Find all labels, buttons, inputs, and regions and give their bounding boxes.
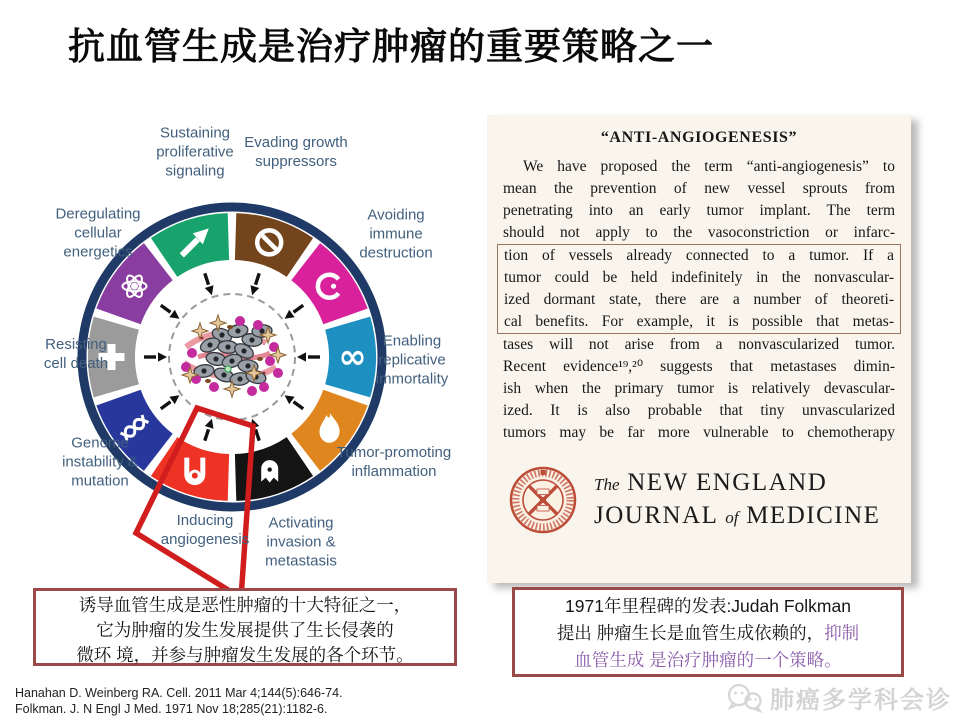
wheel-label-deregulating-cellular-energetics: Deregulating cellular energetics (55, 205, 141, 261)
nejm-paragraph (503, 156, 895, 444)
nejm-text-line: Recent evidence¹⁹,²⁰ suggests that metastases dimin- (503, 358, 895, 375)
nejm-text-line: cal benefits. For example, it is possible that metas- (504, 313, 894, 330)
hallmarks-diagram (20, 112, 485, 612)
wheel-label-tumor-promoting-inflammation: Tumor-promoting inflammation (336, 444, 452, 480)
nejm-logo-the: The (594, 475, 620, 494)
callout-right-line3: 血管生成 是治疗肿瘤的一个策略。 (574, 650, 842, 670)
nejm-text-line: We have proposed the term “anti-angiogenesis” to (523, 158, 895, 175)
callout-right-line1: 1971年里程碑的发表:Judah Folkman (565, 596, 851, 616)
wheel-label-inducing-angiogenesis: Inducing angiogenesis (160, 512, 250, 548)
nejm-logo-of: of (725, 508, 739, 527)
nejm-text-line: ish when the primary tumor is relatively devascular- (503, 380, 895, 397)
nejm-text-line: tumors may be far more vulnerable to chemotherapy (503, 424, 895, 441)
nejm-seal-icon (507, 464, 579, 536)
svg-text:∞: ∞ (338, 337, 367, 377)
callout-left-line2: 它为肿瘤的发生发展提供了生长侵袭的 (96, 620, 394, 640)
nejm-text-line: penetrating into an early tumor implant. The term (503, 202, 895, 219)
watermark (725, 680, 952, 715)
nejm-logo-new-england: NEW ENGLAND (627, 469, 828, 496)
wheel-label-avoiding-immune-destruction: Avoiding immune destruction (359, 206, 433, 262)
wheel-label-enabling-replicative-immortality: Enabling replicative immortality (375, 332, 449, 388)
watermark-text: 肺癌多学科会诊 (770, 687, 952, 714)
wheel-label-evading-growth-suppressors: Evading growth suppressors (244, 134, 348, 170)
wheel-label-genome-instability-mutation: Genome instability & mutation (62, 434, 138, 490)
reference-folkman: Folkman. J. N Engl J Med. 1971 Nov 18;285(21):1182-6. (15, 702, 328, 716)
nejm-text-line: tion of vessels already connected to a tumor. If a (504, 247, 894, 264)
wechat-icon (725, 682, 765, 714)
tumor-illustration (169, 294, 295, 420)
nejm-excerpt-panel (487, 115, 911, 583)
wheel-label-sustaining-proliferative-signaling: Sustaining proliferative signaling (156, 124, 234, 180)
nejm-text-line: tases will not arise from a nonvascularized tumor. (503, 336, 895, 353)
nejm-logo-medicine: MEDICINE (746, 502, 881, 529)
nejm-logo (503, 464, 895, 536)
angiogenesis-hallmark-callout (33, 588, 457, 666)
callout-left-line3: 微环 境，并参与肿瘤发生发展的各个环节。 (76, 645, 414, 665)
page-title: 抗血管生成是治疗肿瘤的重要策略之一 (68, 26, 714, 67)
nejm-text-line: mean the prevention of new vessel sprouts from (503, 180, 895, 197)
callout-right-line2 (515, 620, 901, 647)
callout-right-line2-black: 提出 肿瘤生长是血管生成依赖的， (556, 623, 825, 643)
wheel-label-resisting-cell-death: Resisting cell death (43, 336, 109, 372)
reference-hanahan: Hanahan D. Weinberg RA. Cell. 2011 Mar 4;144(5):646-74. (15, 686, 343, 700)
invader-icon (261, 460, 278, 483)
nejm-text-line: should not apply to the vasoconstriction or infarc- (503, 224, 895, 241)
nejm-logo-text (594, 467, 880, 533)
nejm-heading: “ANTI-ANGIOGENESIS” (600, 129, 798, 146)
callout-right-line2-purple: 抑制 (824, 623, 860, 643)
folkman-milestone-callout (512, 587, 904, 677)
nejm-text-line: ized. It is also probable that tiny unvascularized (503, 402, 895, 419)
nejm-logo-journal: JOURNAL (594, 502, 718, 529)
nejm-text-line: tumor could be held indefinitely in the nonvascular- (504, 269, 894, 286)
nejm-text-line: ized dormant state, there are a number of theoreti- (504, 291, 894, 308)
callout-left-line1: 诱导血管生成是恶性肿瘤的十大特征之一， (78, 595, 412, 615)
nejm-highlight-frame (497, 244, 901, 334)
wheel-label-activating-invasion-metastasis: Activating invasion & metastasis (265, 514, 337, 570)
references (15, 685, 343, 717)
